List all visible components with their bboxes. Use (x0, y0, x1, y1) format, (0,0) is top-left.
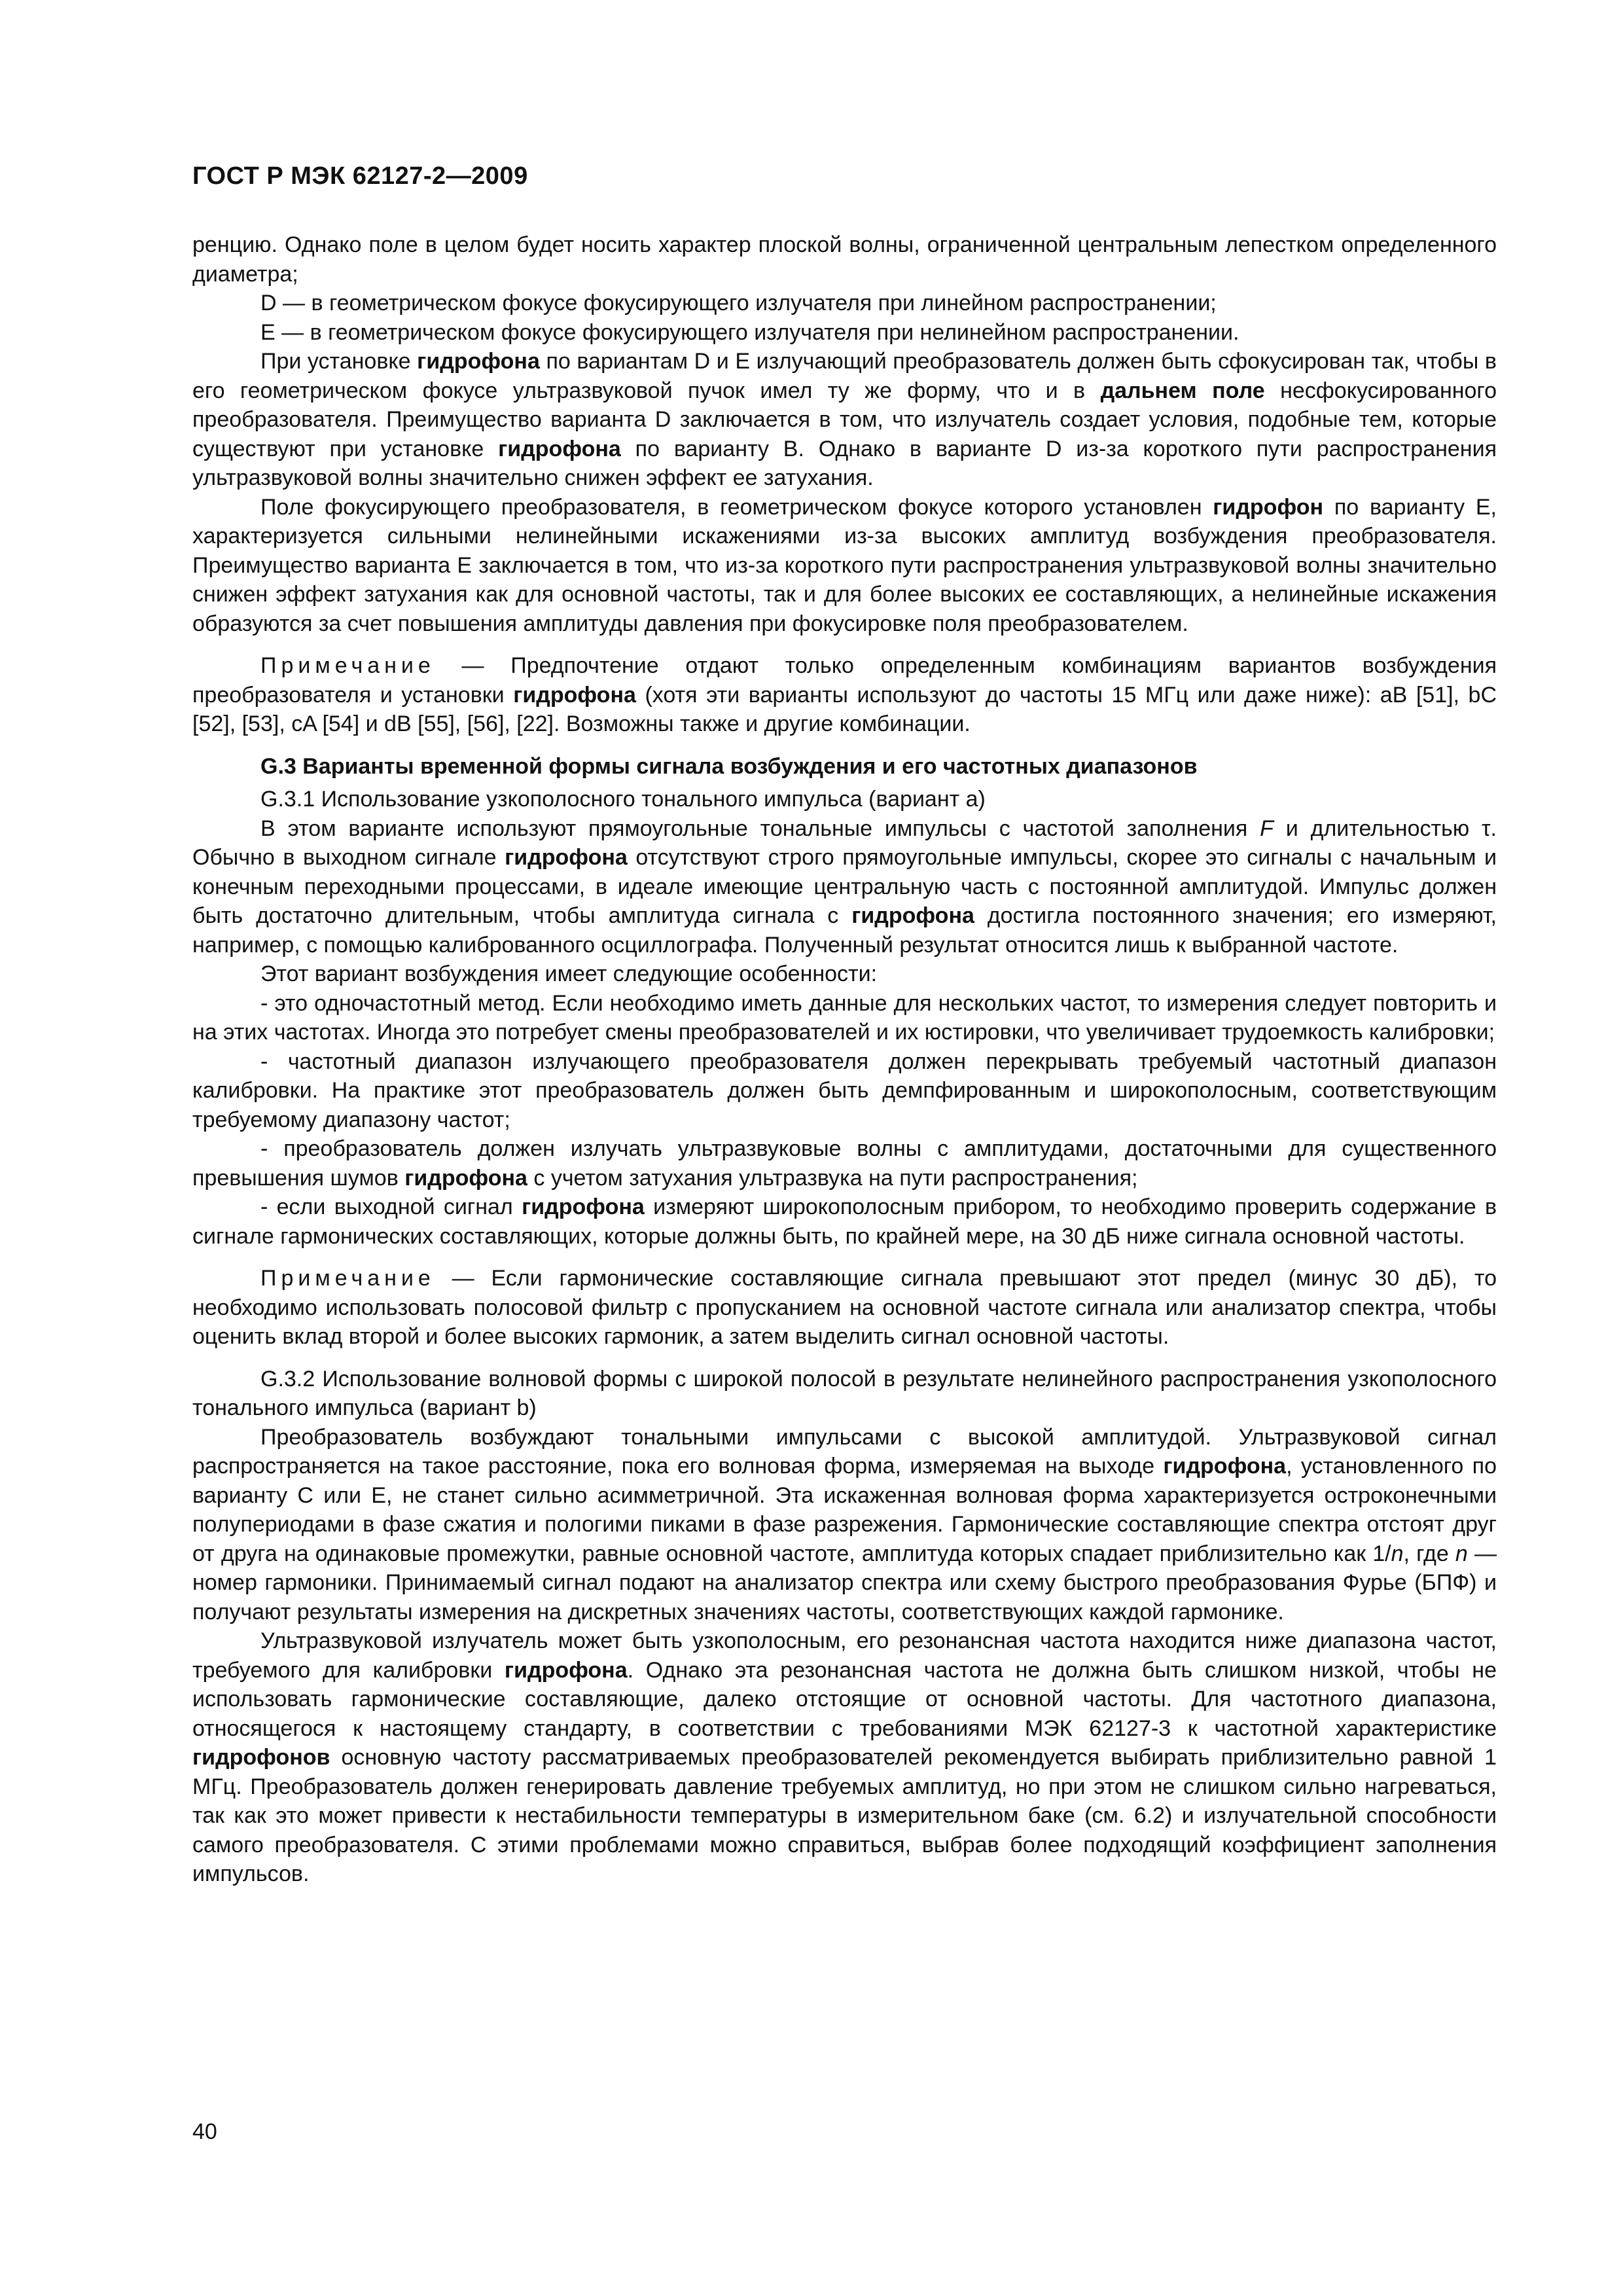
paragraph: При установке гидрофона по вариантам D и E излучающий преобразователь должен быть сфокусирован так, чтобы в его геометрическом фокусе ультразвуковой пучок имел ту же форму, что и в дальнем поле несфокусированного преобразователя. Преимущество варианта D заключается в том, что излучатель создает условия, подобные тем, которые существуют при установке гидрофона по варианту B. Однако в варианте D из-за короткого пути распространения ультразвуковой волны значительно снижен эффект ее затухания. (192, 349, 1497, 490)
paragraph: D — в геометрическом фокусе фокусирующего излучателя при линейном распространении; (260, 291, 1217, 315)
paragraph: Преобразователь возбуждают тональными импульсами с высокой амплитудой. Ультразвуковой сигнал распространяется на такое расстояние, пока его волновая форма, измеряемая на выходе гидрофона, установленного по варианту C или E, не станет сильно асимметричной. Эта искаженная волновая форма характеризуется остроконечными полупериодами в фазе сжатия и пологими пиками в фазе разрежения. Гармонические составляющие спектра отстоят друг от друга на одинаковые промежутки, равные основной частоте, амплитуда которых спадает приблизительно как 1/n, где n — номер гармоники. Принимаемый сигнал подают на анализатор спектра или схему быстрого преобразования Фурье (БПФ) и получают результаты измерения на дискретных значениях частоты, соответствующих каждой гармонике. (192, 1424, 1497, 1624)
page-number: 40 (192, 2119, 217, 2144)
paragraph: ренцию. Однако поле в целом будет носить характер плоской волны, ограниченной центральным лепестком определенного диаметра; (192, 232, 1497, 287)
note-label: Примечание (260, 1266, 435, 1291)
note: Примечание — Если гармонические составляющие сигнала превышают этот предел (минус 30 дБ), то необходимо использовать полосовой фильтр с пропусканием на основной частоте сигнала или анализатор спектра, чтобы оценить вклад второй и более высоких гармоник, а затем выделить сигнал основной частоты. (192, 1266, 1497, 1349)
list-item: - если выходной сигнал гидрофона измеряют широкополосным прибором, то необходимо проверить содержание в сигнале гармонических составляющих, которые должны быть, по крайней мере, на 30 дБ ниже сигнала основной частоты. (192, 1194, 1497, 1249)
document-body (192, 230, 1497, 1889)
paragraph: Ультразвуковой излучатель может быть узкополосным, его резонансная частота находится ниже диапазона частот, требуемого для калибровки гидрофона. Однако эта резонансная частота не должна быть слишком низкой, чтобы не использовать гармонические составляющие, далеко отстоящие от основной частоты. Для частотного диапазона, относящегося к настоящему стандарту, в соответствии с требованиями МЭК 62127-3 к частотной характеристике гидрофонов основную частоту рассматриваемых преобразователей рекомендуется выбирать приблизительно равной 1 МГц. Преобразователь должен генерировать давление требуемых амплитуд, но при этом не слишком сильно нагреваться, так как это может привести к нестабильности температуры в измерительном баке (см. 6.2) и излучательной способности самого преобразователя. С этими проблемами можно справиться, выбрав более подходящий коэффициент заполнения импульсов. (192, 1628, 1497, 1886)
subsection-title: G.3.2 Использование волновой формы с широкой полосой в результате нелинейного распространения узкополосного тонального импульса (вариант b) (192, 1366, 1497, 1420)
list-item: - это одночастотный метод. Если необходимо иметь данные для нескольких частот, то измерения следует повторить и на этих частотах. Иногда это потребует смены преобразователей и их юстировки, что увеличивает трудоемкость калибровки; (192, 990, 1497, 1045)
section-heading: G.3 Варианты временной формы сигнала возбуждения и его частотных диапазонов (260, 753, 1198, 779)
paragraph: Этот вариант возбуждения имеет следующие особенности: (260, 961, 878, 986)
list-item: - преобразователь должен излучать ультразвуковые волны с амплитудами, достаточными для существенного превышения шумов гидрофона с учетом затухания ультразвука на пути распространения; (192, 1136, 1497, 1191)
note-label: Примечание (260, 653, 435, 678)
subsection-title: G.3.1 Использование узкополосного тонального импульса (вариант а) (260, 787, 986, 812)
paragraph: В этом варианте используют прямоугольные тональные импульсы с частотой заполнения F и длительностью τ. Обычно в выходном сигнале гидрофона отсутствуют строго прямоугольные импульсы, скорее это сигналы с начальным и конечным переходными процессами, в идеале имеющие центральную часть с постоянной амплитудой. Импульс должен быть достаточно длительным, чтобы амплитуда сигнала с гидрофона достигла постоянного значения; его измеряют, например, с помощью калиброванного осциллографа. Полученный результат относится лишь к выбранной частоте. (192, 816, 1497, 958)
list-item: - частотный диапазон излучающего преобразователя должен перекрывать требуемый частотный диапазон калибровки. На практике этот преобразователь должен быть демпфированным и широкополосным, соответствующим требуемому диапазону частот; (192, 1049, 1497, 1132)
note: Примечание — Предпочтение отдают только определенным комбинациям вариантов возбуждения преобразователя и установки гидрофона (хотя эти варианты используют до частоты 15 МГц или даже ниже): aB [51], bC [52], [53], cA [54] и dB [55], [56], [22]. Возможны также и другие комбинации. (192, 653, 1497, 736)
document-header: ГОСТ Р МЭК 62127-2—2009 (192, 162, 528, 190)
paragraph: E — в геометрическом фокусе фокусирующего излучателя при нелинейном распространении. (260, 319, 1240, 345)
paragraph: Поле фокусирующего преобразователя, в геометрическом фокусе которого установлен гидрофон по варианту E, характеризуется сильными нелинейными искажениями из-за высоких амплитуд возбуждения преобразователя. Преимущество варианта E заключается в том, что из-за короткого пути распространения ультразвуковой волны значительно снижен эффект затухания как для основной частоты, так и для более высоких ее составляющих, а нелинейные искажения образуются за счет повышения амплитуды давления при фокусировке поля преобразователем. (192, 494, 1497, 636)
